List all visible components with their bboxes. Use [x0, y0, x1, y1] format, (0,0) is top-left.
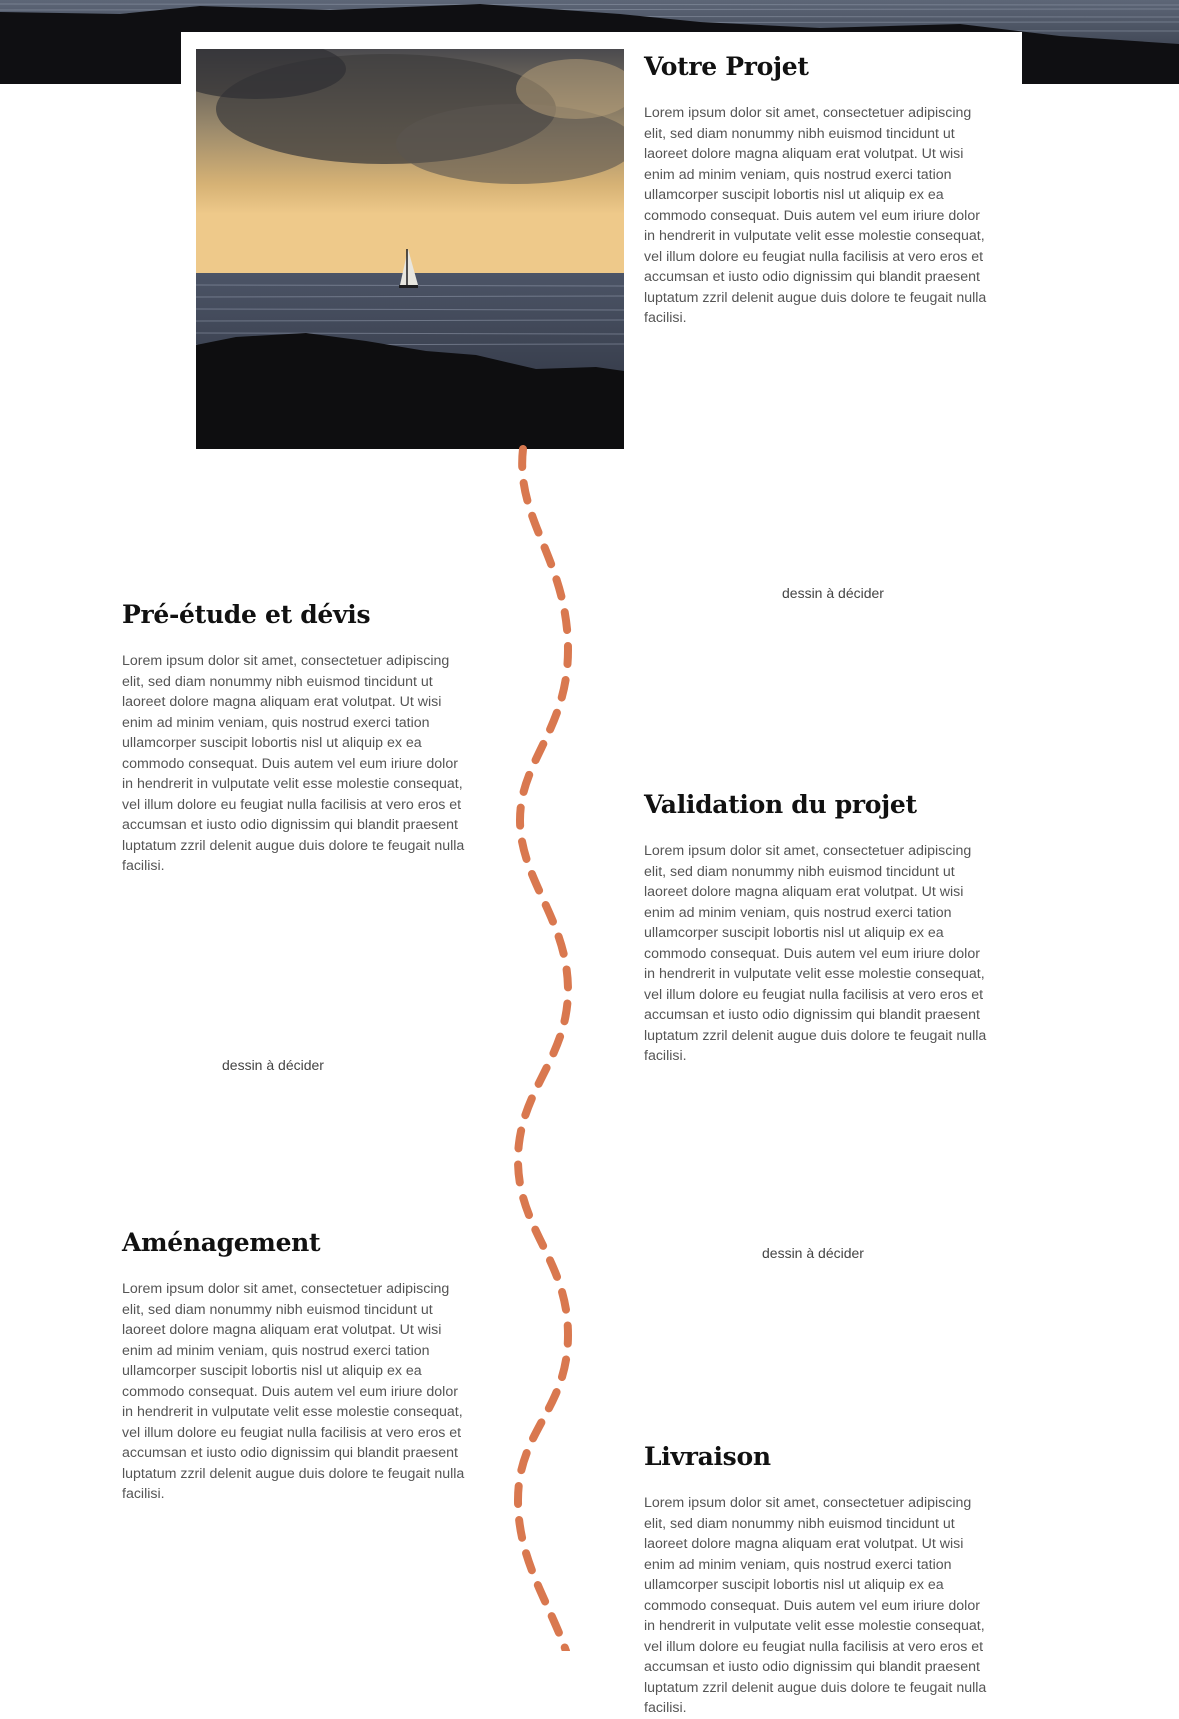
drawing-placeholder: dessin à décider [222, 1057, 324, 1073]
section-title: Validation du projet [644, 790, 917, 819]
section-pre-etude [122, 599, 472, 877]
section-amenagement [122, 1227, 472, 1505]
section-title: Votre Projet [644, 52, 809, 81]
section-votre-projet [644, 51, 994, 329]
section-body: Lorem ipsum dolor sit amet, consectetuer adipiscing elit, sed diam nonummy nibh euismod tincidunt ut laoreet dolore magna aliquam erat volutpat. Ut wisi enim ad minim veniam, quis nostrud exerci tation ullamcorper suscipit lobortis nisl ut aliquip ex ea commodo consequat. Duis autem vel eum iriure dolor in hendrerit in vulputate velit esse molestie consequat, vel illum dolore eu feugiat nulla facilisis at vero eros et accumsan et iusto odio dignissim qui blandit praesent luptatum zzril delenit augue duis dolore te feugait nulla facilisi. [644, 105, 987, 326]
section-livraison [644, 1441, 994, 1719]
section-validation [644, 789, 994, 1067]
sailboat-sunset-photo [196, 49, 624, 449]
drawing-placeholder: dessin à décider [782, 585, 884, 601]
section-body: Lorem ipsum dolor sit amet, consectetuer adipiscing elit, sed diam nonummy nibh euismod tincidunt ut laoreet dolore magna aliquam erat volutpat. Ut wisi enim ad minim veniam, quis nostrud exerci tation ullamcorper suscipit lobortis nisl ut aliquip ex ea commodo consequat. Duis autem vel eum iriure dolor in hendrerit in vulputate velit esse molestie consequat, vel illum dolore eu feugiat nulla facilisis at vero eros et accumsan et iusto odio dignissim qui blandit praesent luptatum zzril delenit augue duis dolore te feugait nulla facilisi. [644, 843, 987, 1064]
section-title: Pré-étude et dévis [122, 600, 371, 629]
section-body: Lorem ipsum dolor sit amet, consectetuer adipiscing elit, sed diam nonummy nibh euismod tincidunt ut laoreet dolore magna aliquam erat volutpat. Ut wisi enim ad minim veniam, quis nostrud exerci tation ullamcorper suscipit lobortis nisl ut aliquip ex ea commodo consequat. Duis autem vel eum iriure dolor in hendrerit in vulputate velit esse molestie consequat, vel illum dolore eu feugiat nulla facilisis at vero eros et accumsan et iusto odio dignissim qui blandit praesent luptatum zzril delenit augue duis dolore te feugait nulla facilisi. [644, 1495, 987, 1716]
section-title: Livraison [644, 1442, 771, 1471]
section-title: Aménagement [122, 1228, 321, 1257]
drawing-placeholder: dessin à décider [762, 1245, 864, 1261]
section-body: Lorem ipsum dolor sit amet, consectetuer adipiscing elit, sed diam nonummy nibh euismod tincidunt ut laoreet dolore magna aliquam erat volutpat. Ut wisi enim ad minim veniam, quis nostrud exerci tation ullamcorper suscipit lobortis nisl ut aliquip ex ea commodo consequat. Duis autem vel eum iriure dolor in hendrerit in vulputate velit esse molestie consequat, vel illum dolore eu feugiat nulla facilisis at vero eros et accumsan et iusto odio dignissim qui blandit praesent luptatum zzril delenit augue duis dolore te feugait nulla facilisi. [122, 653, 465, 874]
section-body: Lorem ipsum dolor sit amet, consectetuer adipiscing elit, sed diam nonummy nibh euismod tincidunt ut laoreet dolore magna aliquam erat volutpat. Ut wisi enim ad minim veniam, quis nostrud exerci tation ullamcorper suscipit lobortis nisl ut aliquip ex ea commodo consequat. Duis autem vel eum iriure dolor in hendrerit in vulputate velit esse molestie consequat, vel illum dolore eu feugiat nulla facilisis at vero eros et accumsan et iusto odio dignissim qui blandit praesent luptatum zzril delenit augue duis dolore te feugait nulla facilisi. [122, 1281, 465, 1502]
